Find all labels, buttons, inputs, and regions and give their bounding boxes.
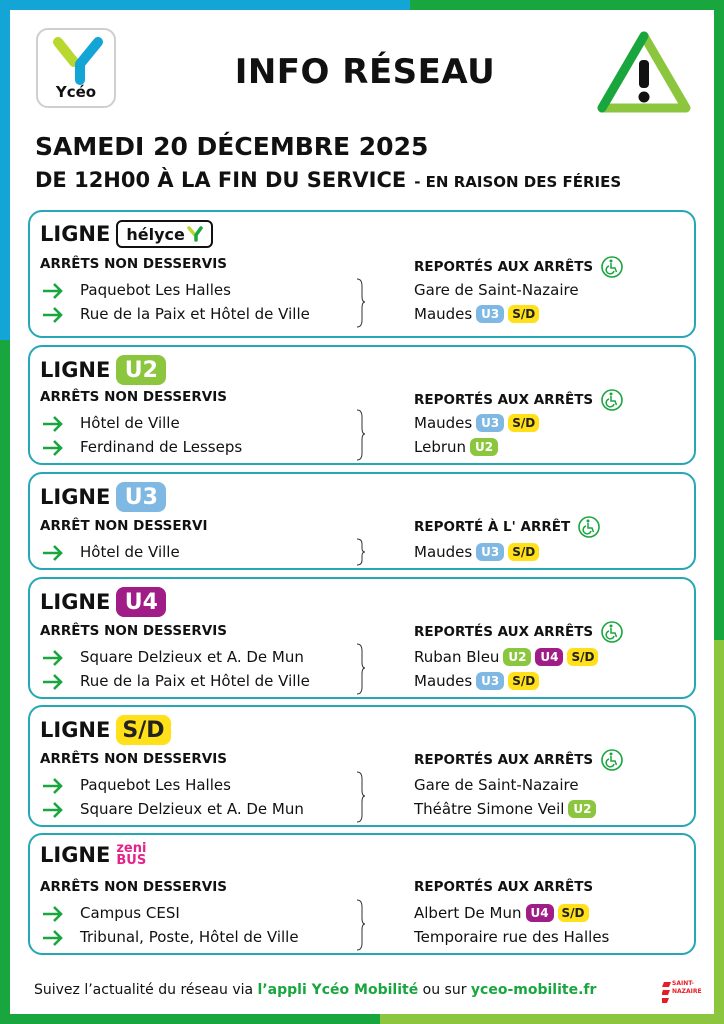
redirect-stop — [414, 543, 539, 561]
redirect-stop — [414, 648, 598, 666]
closed-stop: Ferdinand de Lesseps — [80, 438, 243, 456]
column-header-redirect — [414, 879, 593, 895]
arrow-right-icon — [42, 415, 64, 433]
redirect-stop — [414, 305, 539, 323]
arrow-right-icon — [42, 649, 64, 667]
page-title: INFO RÉSEAU — [234, 52, 496, 92]
redirect-stop-name: Ruban Bleu — [414, 648, 500, 666]
line-title — [40, 715, 171, 745]
line-title — [40, 220, 213, 248]
brace-icon — [356, 771, 366, 823]
frame-band-right-bottom — [714, 640, 724, 1024]
footer — [34, 982, 596, 998]
line-title — [40, 355, 166, 385]
closed-stop: Paquebot Les Halles — [80, 281, 231, 299]
arrow-right-icon — [42, 777, 64, 795]
redirect-stop-name: Temporaire rue des Halles — [414, 928, 610, 946]
redirect-stop-name: Maudes — [414, 672, 473, 690]
column-header-stops: ARRÊTS NON DESSERVIS — [40, 256, 227, 272]
frame-band-top-left — [0, 0, 410, 10]
brace-icon — [356, 409, 366, 461]
line-badge-sd: S/D — [558, 904, 589, 922]
arrow-right-icon — [42, 544, 64, 562]
line-badge-u3: U3 — [476, 543, 504, 561]
line-title — [40, 482, 166, 512]
redirect-stop-name: Albert De Mun — [414, 904, 522, 922]
arrow-right-icon — [42, 905, 64, 923]
line-label: LIGNE — [40, 590, 111, 614]
line-badge-u4: U4 — [526, 904, 554, 922]
date-line: SAMEDI 20 DÉCEMBRE 2025 — [35, 132, 429, 161]
reason-text: - EN RAISON DES FÉRIES — [414, 173, 622, 191]
redirect-stop-name: Maudes — [414, 543, 473, 561]
column-header-stops: ARRÊT NON DESSERVI — [40, 518, 208, 534]
redirect-header-text: REPORTÉS AUX ARRÊTS — [414, 624, 594, 640]
line-badge-sd: S/D — [116, 715, 170, 745]
redirect-stop-name: Maudes — [414, 305, 473, 323]
redirect-stop — [414, 414, 539, 432]
closed-stop: Rue de la Paix et Hôtel de Ville — [80, 305, 310, 323]
line-badge-u3: U3 — [476, 414, 504, 432]
column-header-redirect — [414, 621, 623, 643]
line-label: LIGNE — [40, 718, 111, 742]
line-label: LIGNE — [40, 222, 111, 246]
column-header-redirect — [414, 749, 623, 771]
line-badge-u3: U3 — [476, 672, 504, 690]
line-card-sd — [28, 705, 696, 827]
brace-icon — [356, 278, 366, 328]
line-card-zenibus — [28, 833, 696, 955]
brace-icon — [356, 899, 366, 951]
wheelchair-icon — [578, 516, 600, 538]
line-badge-u3: U3 — [476, 305, 504, 323]
line-card-u4 — [28, 577, 696, 699]
brace-icon — [356, 538, 366, 566]
helyce-badge — [116, 220, 213, 248]
column-header-redirect — [414, 516, 600, 538]
closed-stop: Hôtel de Ville — [80, 414, 180, 432]
arrow-right-icon — [42, 282, 64, 300]
frame-band-bottom-right — [380, 1014, 724, 1024]
warning-icon — [596, 30, 692, 114]
wheelchair-icon — [601, 389, 623, 411]
zenibus-top: zeni — [116, 841, 147, 856]
line-badge-u2: U2 — [568, 800, 596, 818]
line-badge-u3: U3 — [116, 482, 166, 512]
redirect-stop-name: Théâtre Simone Veil — [414, 800, 565, 818]
redirect-stop-name: Gare de Saint-Nazaire — [414, 281, 579, 299]
redirect-stop — [414, 438, 498, 456]
time-text: DE 12H00 À LA FIN DU SERVICE — [35, 168, 407, 192]
city-text-top: SAINT- — [672, 980, 694, 987]
frame-band-bottom-left — [0, 1014, 380, 1024]
redirect-stop — [414, 281, 579, 299]
redirect-stop-name: Lebrun — [414, 438, 467, 456]
frame-band-left-top — [0, 0, 10, 340]
time-line — [35, 168, 621, 192]
line-badge-sd: S/D — [508, 672, 539, 690]
redirect-header-text: REPORTÉS AUX ARRÊTS — [414, 259, 594, 275]
closed-stop: Paquebot Les Halles — [80, 776, 231, 794]
line-badge-u4: U4 — [116, 587, 166, 617]
line-card-u3 — [28, 472, 696, 570]
redirect-stop-name: Gare de Saint-Nazaire — [414, 776, 579, 794]
closed-stop: Square Delzieux et A. De Mun — [80, 800, 304, 818]
helyce-y-icon — [187, 226, 203, 242]
zenibus-bottom: BUS — [116, 853, 147, 868]
line-label: LIGNE — [40, 843, 111, 867]
line-title — [40, 843, 146, 867]
redirect-stop-name: Maudes — [414, 414, 473, 432]
wheelchair-icon — [601, 256, 623, 278]
redirect-stop — [414, 672, 539, 690]
line-badge-u4: U4 — [535, 648, 563, 666]
brace-icon — [356, 643, 366, 695]
redirect-header-text: REPORTÉS AUX ARRÊTS — [414, 392, 594, 408]
line-badge-sd: S/D — [508, 305, 539, 323]
redirect-stop — [414, 928, 609, 946]
line-title — [40, 587, 166, 617]
column-header-stops: ARRÊTS NON DESSERVIS — [40, 623, 227, 639]
arrow-right-icon — [42, 801, 64, 819]
redirect-header-text: REPORTÉS AUX ARRÊTS — [414, 879, 594, 895]
arrow-right-icon — [42, 439, 64, 457]
closed-stop: Hôtel de Ville — [80, 543, 180, 561]
zenibus-badge — [116, 843, 146, 867]
redirect-stop — [414, 776, 579, 794]
arrow-right-icon — [42, 929, 64, 947]
helyce-text: hélyce — [126, 224, 185, 244]
saint-nazaire-text — [672, 980, 708, 996]
frame-band-top-right — [410, 0, 724, 10]
column-header-stops: ARRÊTS NON DESSERVIS — [40, 751, 227, 767]
redirect-stop — [414, 904, 589, 922]
line-card-u2 — [28, 345, 696, 465]
line-badge-sd: S/D — [508, 414, 539, 432]
wheelchair-icon — [601, 621, 623, 643]
line-label: LIGNE — [40, 358, 111, 382]
line-badge-sd: S/D — [508, 543, 539, 561]
line-badge-u2: U2 — [470, 438, 498, 456]
line-card-helyce — [28, 210, 696, 338]
frame-band-left-bottom — [0, 340, 10, 1024]
logo-text: Ycéo — [55, 83, 97, 101]
line-badge-u2: U2 — [116, 355, 166, 385]
wheelchair-icon — [601, 749, 623, 771]
closed-stop: Rue de la Paix et Hôtel de Ville — [80, 672, 310, 690]
line-badge-u2: U2 — [503, 648, 531, 666]
yceo-logo — [36, 28, 116, 108]
column-header-redirect — [414, 389, 623, 411]
redirect-header-text: REPORTÉS AUX ARRÊTS — [414, 752, 594, 768]
redirect-stop — [414, 800, 596, 818]
yceo-y-icon — [52, 36, 104, 86]
column-header-redirect — [414, 256, 623, 278]
closed-stop: Campus CESI — [80, 904, 180, 922]
city-text-bottom: NAZAIRE — [672, 988, 702, 995]
closed-stop: Square Delzieux et A. De Mun — [80, 648, 304, 666]
line-label: LIGNE — [40, 485, 111, 509]
column-header-stops: ARRÊTS NON DESSERVIS — [40, 389, 227, 405]
website-link[interactable]: yceo-mobilite.fr — [470, 982, 597, 998]
frame-band-right-top — [714, 0, 724, 640]
footer-prefix: Suivez l’actualité du réseau via — [34, 982, 254, 998]
arrow-right-icon — [42, 673, 64, 691]
line-badge-sd: S/D — [567, 648, 598, 666]
footer-middle: ou sur — [422, 982, 467, 998]
arrow-right-icon — [42, 306, 64, 324]
redirect-header-text: REPORTÉ À L' ARRÊT — [414, 519, 571, 535]
closed-stop: Tribunal, Poste, Hôtel de Ville — [80, 928, 299, 946]
app-link[interactable]: l’appli Ycéo Mobilité — [257, 982, 419, 998]
column-header-stops: ARRÊTS NON DESSERVIS — [40, 879, 227, 895]
